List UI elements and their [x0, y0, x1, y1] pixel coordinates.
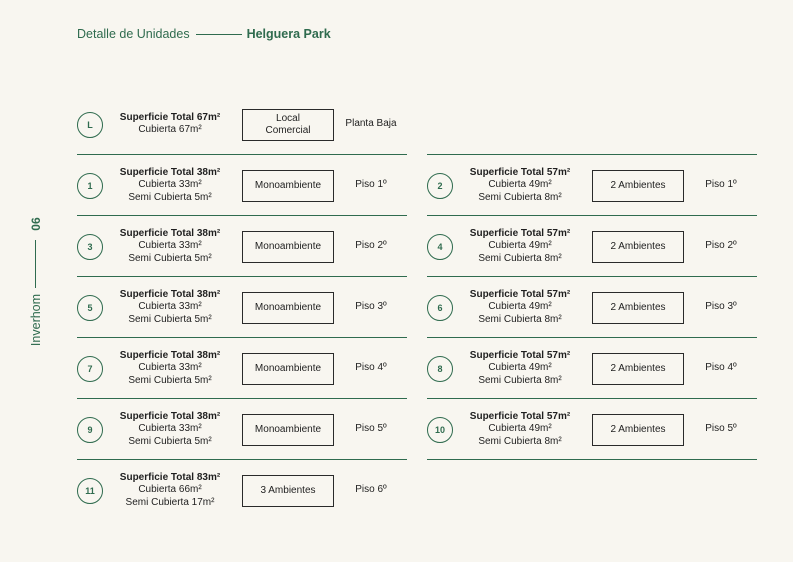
- unit-type-line: 2 Ambientes: [610, 240, 666, 252]
- unit-floor: Piso 5º: [355, 422, 387, 434]
- unit-type-line: Monoambiente: [254, 179, 322, 191]
- unit-type-label: [255, 302, 321, 314]
- unit-type-label: [610, 363, 665, 375]
- unit-surfaces: [105, 166, 235, 204]
- unit-type-box: [592, 414, 684, 446]
- page-header: [77, 27, 331, 41]
- unit-surfaces: [105, 410, 235, 448]
- unit-row: [427, 277, 757, 338]
- surface-total: Superficie Total 57m²: [469, 227, 571, 239]
- unit-type-line: 2 Ambientes: [610, 423, 666, 435]
- unit-type-label: [610, 424, 665, 436]
- unit-type-label: [255, 424, 321, 436]
- surface-total: Superficie Total 57m²: [469, 288, 571, 300]
- surface-covered: Cubierta 49m²: [488, 179, 552, 191]
- surface-semi-covered: Semi Cubierta 8m²: [478, 191, 562, 203]
- side-label: [24, 212, 48, 347]
- unit-type-line: Comercial: [265, 124, 311, 136]
- surface-semi-covered: Semi Cubierta 5m²: [128, 435, 212, 447]
- unit-number-badge: 6: [427, 295, 453, 321]
- unit-number-badge: L: [77, 112, 103, 138]
- unit-type-line: Monoambiente: [254, 240, 322, 252]
- surface-covered: Cubierta 49m²: [488, 362, 552, 374]
- unit-number-badge: 8: [427, 356, 453, 382]
- unit-type-label: [255, 241, 321, 253]
- surface-total: Superficie Total 38m²: [119, 410, 221, 422]
- unit-type-label: [610, 302, 665, 314]
- surface-covered: Cubierta 33m²: [138, 179, 202, 191]
- row-divider: [427, 459, 757, 460]
- unit-number-badge: 3: [77, 234, 103, 260]
- unit-floor: Piso 3º: [705, 300, 737, 312]
- unit-number-badge: 11: [77, 478, 103, 504]
- unit-surfaces: [105, 112, 235, 138]
- unit-number-badge: 10: [427, 417, 453, 443]
- project-title: Helguera Park: [246, 27, 331, 41]
- surface-total: Superficie Total 57m²: [469, 166, 571, 178]
- unit-row: [77, 155, 407, 216]
- unit-surfaces: [105, 227, 235, 265]
- unit-type-box: [592, 170, 684, 202]
- surface-covered: Cubierta 49m²: [488, 301, 552, 313]
- brand-name: Inverhom: [29, 293, 43, 347]
- surface-covered: Cubierta 33m²: [138, 240, 202, 252]
- unit-type-line: 2 Ambientes: [610, 301, 666, 313]
- side-divider: [35, 240, 36, 288]
- unit-surfaces: [455, 288, 585, 326]
- surface-semi-covered: Semi Cubierta 8m²: [478, 435, 562, 447]
- unit-type-box: [242, 231, 334, 263]
- surface-semi-covered: Semi Cubierta 5m²: [128, 191, 212, 203]
- unit-type-line: 2 Ambientes: [610, 362, 666, 374]
- surface-semi-covered: Semi Cubierta 8m²: [478, 374, 562, 386]
- surface-semi-covered: Semi Cubierta 5m²: [128, 374, 212, 386]
- surface-covered: Cubierta 49m²: [488, 423, 552, 435]
- unit-type-box: [242, 414, 334, 446]
- unit-surfaces: [455, 227, 585, 265]
- unit-row: [77, 460, 407, 521]
- unit-type-box: [242, 353, 334, 385]
- header-divider: [196, 34, 242, 35]
- surface-total: Superficie Total 38m²: [119, 349, 221, 361]
- unit-type-line: 3 Ambientes: [260, 484, 316, 496]
- surface-covered: Cubierta 49m²: [488, 240, 552, 252]
- unit-type-label: [260, 485, 315, 497]
- surface-total: Superficie Total 67m²: [119, 111, 221, 123]
- unit-row: [77, 94, 407, 155]
- unit-type-box: [242, 292, 334, 324]
- unit-type-line: Monoambiente: [254, 362, 322, 374]
- unit-type-label: [610, 241, 665, 253]
- unit-floor: Piso 4º: [705, 361, 737, 373]
- unit-row: [77, 216, 407, 277]
- unit-number-badge: 1: [77, 173, 103, 199]
- unit-row: [77, 277, 407, 338]
- unit-floor: Piso 2º: [355, 239, 387, 251]
- unit-surfaces: [105, 349, 235, 387]
- unit-row: [427, 399, 757, 460]
- surface-total: Superficie Total 38m²: [119, 166, 221, 178]
- unit-number-badge: 4: [427, 234, 453, 260]
- unit-surfaces: [105, 288, 235, 326]
- surface-semi-covered: Semi Cubierta 8m²: [478, 252, 562, 264]
- unit-type-line: Monoambiente: [254, 423, 322, 435]
- unit-type-label: [255, 180, 321, 192]
- unit-type-line: 2 Ambientes: [610, 179, 666, 191]
- unit-row: [77, 338, 407, 399]
- unit-type-box: [592, 353, 684, 385]
- section-title: Detalle de Unidades: [77, 27, 190, 41]
- unit-type-label: [255, 363, 321, 375]
- surface-covered: Cubierta 66m²: [138, 484, 202, 496]
- surface-semi-covered: Semi Cubierta 8m²: [478, 313, 562, 325]
- surface-total: Superficie Total 38m²: [119, 288, 221, 300]
- unit-number-badge: 2: [427, 173, 453, 199]
- unit-type-box: [242, 170, 334, 202]
- unit-row: [77, 399, 407, 460]
- unit-floor: Piso 1º: [705, 178, 737, 190]
- unit-number-badge: 5: [77, 295, 103, 321]
- surface-covered: Cubierta 33m²: [138, 362, 202, 374]
- unit-row: [427, 155, 757, 216]
- surface-total: Superficie Total 57m²: [469, 410, 571, 422]
- unit-row: [427, 338, 757, 399]
- unit-floor: Piso 5º: [705, 422, 737, 434]
- unit-surfaces: [105, 471, 235, 509]
- unit-type-label: [610, 180, 665, 192]
- surface-semi-covered: Semi Cubierta 5m²: [128, 313, 212, 325]
- page-number: 06: [29, 217, 43, 231]
- unit-floor: Piso 1º: [355, 178, 387, 190]
- unit-row: [427, 216, 757, 277]
- surface-covered: Cubierta 33m²: [138, 423, 202, 435]
- surface-semi-covered: Semi Cubierta 17m²: [125, 496, 215, 508]
- unit-floor: Piso 4º: [355, 361, 387, 373]
- surface-covered: Cubierta 33m²: [138, 301, 202, 313]
- unit-type-label: [265, 113, 310, 136]
- unit-floor: Piso 2º: [705, 239, 737, 251]
- unit-surfaces: [455, 410, 585, 448]
- unit-floor: Piso 3º: [355, 300, 387, 312]
- surface-semi-covered: Semi Cubierta 5m²: [128, 252, 212, 264]
- surface-covered: Cubierta 67m²: [138, 124, 202, 136]
- unit-type-box: [242, 109, 334, 141]
- surface-total: Superficie Total 38m²: [119, 227, 221, 239]
- unit-floor: Piso 6º: [355, 483, 387, 495]
- unit-surfaces: [455, 166, 585, 204]
- unit-number-badge: 9: [77, 417, 103, 443]
- unit-type-box: [242, 475, 334, 507]
- unit-floor: Planta Baja: [345, 117, 397, 129]
- unit-type-box: [592, 231, 684, 263]
- unit-type-box: [592, 292, 684, 324]
- row-divider: [427, 154, 757, 155]
- unit-number-badge: 7: [77, 356, 103, 382]
- unit-type-line: Local: [276, 113, 300, 124]
- surface-total: Superficie Total 57m²: [469, 349, 571, 361]
- surface-total: Superficie Total 83m²: [119, 471, 221, 483]
- unit-type-line: Monoambiente: [254, 301, 322, 313]
- unit-surfaces: [455, 349, 585, 387]
